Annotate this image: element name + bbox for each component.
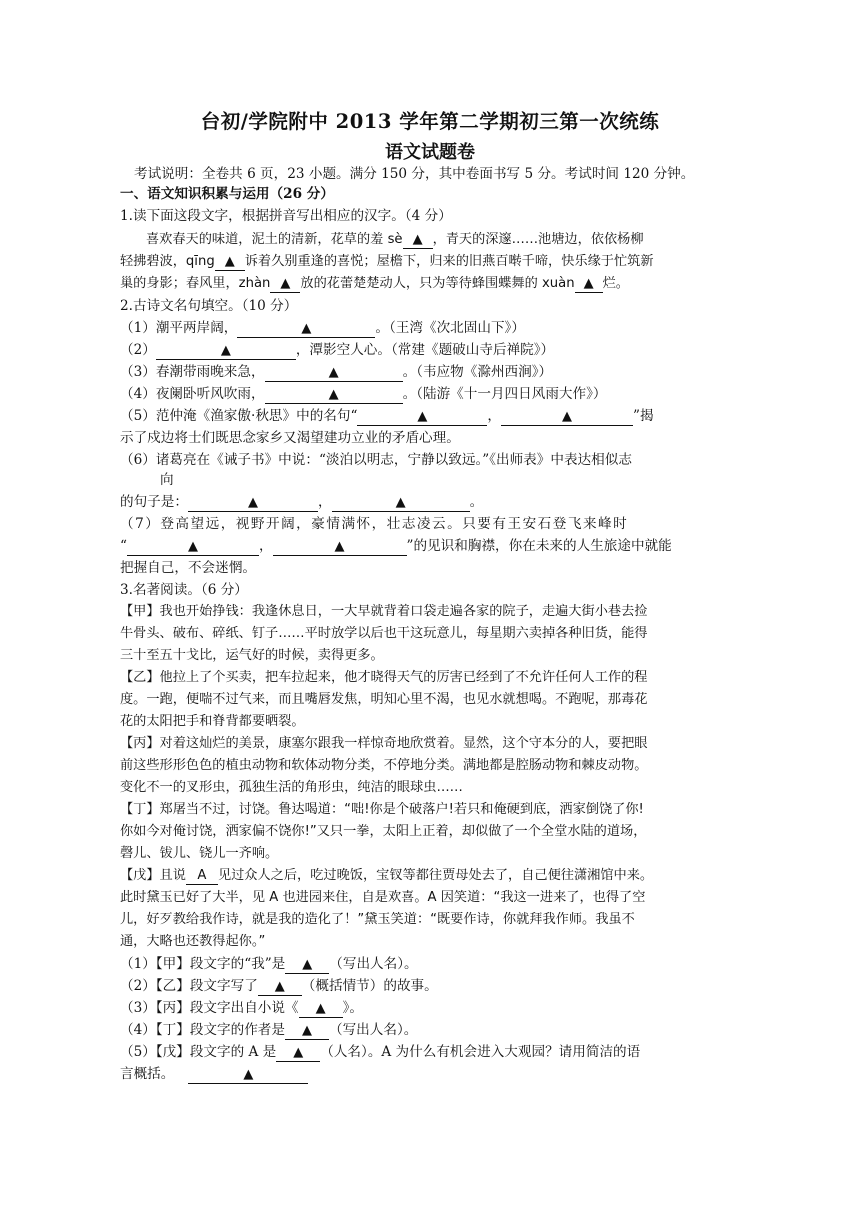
blank-mark: ▲ <box>220 343 231 358</box>
answer-blank[interactable] <box>357 408 487 426</box>
answer-blank[interactable] <box>403 232 433 249</box>
blank-mark: ▲ <box>224 254 235 269</box>
q1-line-1 <box>146 230 644 250</box>
answer-blank[interactable] <box>265 364 403 382</box>
q2-text: 。（韦应物《滁州西涧》） <box>402 364 553 380</box>
q3-passage-jia: 三十至五十戈比，运气好的时候，卖得更多。 <box>120 648 384 663</box>
answer-blank[interactable] <box>299 1000 343 1018</box>
blank-mark: ▲ <box>280 276 291 291</box>
q3-passage-wu: 此时黛玉已好了大半，见 A 也进园来住，自是欢喜。A 因笑道：“我这一进来了，也得了空 <box>120 890 646 905</box>
exam-instructions: 考试说明：全卷共 6 页，23 小题。满分 150 分，其中卷面书写 5 分。考试时间 120 分钟。 <box>134 166 695 182</box>
answer-blank[interactable] <box>285 1022 329 1040</box>
blank-mark: ▲ <box>247 495 258 510</box>
q3-text: 》。 <box>342 1000 363 1016</box>
q3-passage-wu <box>120 866 653 886</box>
answer-blank[interactable] <box>186 868 218 885</box>
q1-text: 喜欢春天的味道，泥土的清新，花草的羞 sè <box>146 232 403 247</box>
q2-item-6-wrap: 向 <box>160 472 174 488</box>
q2-item-5 <box>120 406 654 426</box>
answer-blank[interactable] <box>265 386 403 404</box>
q3-sub-1 <box>120 954 418 974</box>
blank-mark: ▲ <box>334 539 345 554</box>
q2-item-6-cont <box>120 492 483 512</box>
q3-passage-yi: 花的太阳把手和脊背都要晒裂。 <box>120 714 305 729</box>
q3-text: 见过众人之后，吃过晚饭，宝钗等都往贾母处去了，自己便往潇湘馆中来。 <box>217 868 654 883</box>
q3-passage-bing: 前这些形形色色的植虫动物和软体动物分类，不停地分类。满地都是腔肠动物和棘皮动物。 <box>120 758 648 773</box>
q2-item-7-cont <box>120 536 672 556</box>
q2-text: （5）范仲淹《渔家傲·秋思》中的名句“ <box>120 408 358 424</box>
blank-mark: ▲ <box>301 321 312 336</box>
q3-sub-4 <box>120 1020 417 1040</box>
placeholder-a: A <box>197 868 207 883</box>
answer-blank[interactable] <box>273 538 407 556</box>
q1-text: 烂。 <box>602 276 629 291</box>
q2-item-4 <box>120 384 607 404</box>
q2-text: （4）夜阑卧听风吹雨， <box>120 386 265 402</box>
q2-item-6: （6）诸葛亮在《诫子书》中说：“淡泊以明志，宁静以致远。”《出师表》中表达相似志 <box>120 452 632 468</box>
q3-prompt: 3.名著阅读。（6 分） <box>120 582 248 598</box>
q2-item-2 <box>120 340 554 360</box>
blank-mark: ▲ <box>412 232 423 247</box>
q3-sub-5-cont <box>120 1064 308 1084</box>
answer-blank[interactable] <box>285 956 329 974</box>
blank-mark: ▲ <box>417 409 428 424</box>
answer-blank[interactable] <box>156 342 296 360</box>
q3-sub-5 <box>120 1042 640 1062</box>
q3-passage-bing: 【丙】对着这灿烂的美景，康塞尔跟我一样惊奇地欣赏着。显然，这个守本分的人，要把眼 <box>120 736 648 751</box>
q3-text: 【戊】且说 <box>120 868 186 883</box>
q3-text: （5）【戊】段文字的 A 是 <box>120 1044 277 1060</box>
q2-text: ， <box>317 494 332 510</box>
q2-text: （1）潮平两岸阔， <box>120 320 238 336</box>
answer-blank[interactable] <box>215 254 245 271</box>
exam-subtitle: 语文试题卷 <box>385 142 475 163</box>
q3-passage-yi: 【乙】他拉上了个买卖，把车拉起来，他才晓得天气的厉害已经到了不允许任何人工作的程 <box>120 670 648 685</box>
exam-title: 台初/学院附中 2013 学年第二学期初三第一次统练 <box>200 110 660 133</box>
q2-text: 。（王湾《次北固山下》） <box>375 320 525 336</box>
answer-blank[interactable] <box>270 276 300 293</box>
answer-blank[interactable] <box>127 538 259 556</box>
blank-mark: ▲ <box>583 276 594 291</box>
q3-sub-3 <box>120 998 363 1018</box>
answer-blank[interactable] <box>276 1044 320 1062</box>
q2-text: ”的见识和胸襟，你在未来的人生旅途中就能 <box>406 538 672 554</box>
q3-passage-ding: 磬儿、钹儿、铙儿一齐响。 <box>120 846 279 861</box>
answer-blank[interactable] <box>501 408 633 426</box>
section-1-title: 一、语文知识积累与运用（26 分） <box>120 186 334 202</box>
q3-passage-jia: 牛骨头、破布、碎纸、钉子……平时放学以后也干这玩意儿，每星期六卖掉各种旧货，能得 <box>120 626 648 641</box>
q2-item-7-end: 把握自己，不会迷惘。 <box>120 560 256 576</box>
q2-text: 。（陆游《十一月四日风雨大作》） <box>402 386 607 402</box>
q2-text: “ <box>120 538 127 554</box>
answer-blank[interactable] <box>258 978 302 996</box>
q3-text: （写出人名）。 <box>329 956 418 972</box>
q2-text: 。 <box>469 494 484 510</box>
blank-mark: ▲ <box>293 1045 304 1060</box>
q3-text: （写出人名）。 <box>328 1022 418 1038</box>
q2-text: ， <box>487 408 502 424</box>
answer-blank[interactable] <box>237 320 375 338</box>
q3-passage-wu: 儿，好歹教给我作诗，就是我的造化了！”黛玉笑道：“既要作诗，你就拜我作师。我虽不 <box>120 912 635 927</box>
blank-mark: ▲ <box>301 1023 312 1038</box>
q1-text: 诉着久别重逢的喜悦；屋檐下，归来的旧燕百啭千啼，快乐缘于忙筑新 <box>244 254 654 269</box>
q1-text: 轻拂碧波，qīng <box>120 254 215 269</box>
blank-mark: ▲ <box>274 979 285 994</box>
q2-item-7: （7）登高望远，视野开阔，豪情满怀，壮志凌云。只要有王安石登飞来峰时 <box>120 516 629 532</box>
q2-text: ，潭影空人心。（常建《题破山寺后禅院》） <box>295 342 555 358</box>
q3-text: （概括情节）的故事。 <box>301 978 438 994</box>
answer-blank[interactable] <box>188 494 318 512</box>
blank-mark: ▲ <box>302 957 313 972</box>
q1-prompt: 1.读下面这段文字，根据拼音写出相应的汉字。（4 分） <box>120 208 452 224</box>
q2-item-5-cont: 示了戍边将士们既思念家乡又渴望建功立业的矛盾心理。 <box>120 430 460 446</box>
q1-text: 放的花蕾楚楚动人，只为等待蜂围蝶舞的 xuàn <box>300 276 575 291</box>
q3-text: （3）【丙】段文字出自小说《 <box>120 1000 299 1016</box>
q3-text: 言概括。 <box>120 1066 175 1082</box>
q3-text: （4）【丁】段文字的作者是 <box>120 1022 285 1038</box>
q3-passage-jia: 【甲】我也开始挣钱：我逢休息日，一大早就背着口袋走遍各家的院子，走遍大街小巷去捡 <box>120 604 648 619</box>
q2-text: （2） <box>120 342 156 358</box>
blank-mark: ▲ <box>395 495 406 510</box>
q2-text: （3）春潮带雨晚来急， <box>120 364 265 380</box>
q3-passage-bing: 变化不一的叉形虫，孤独生活的角形虫，纯洁的眼球虫…… <box>120 780 463 795</box>
q1-text: 巢的身影；春风里，zhàn <box>120 276 271 291</box>
q1-line-2 <box>120 252 654 272</box>
q3-text: （2）【乙】段文字写了 <box>120 978 258 994</box>
q2-prompt: 2.古诗文名句填空。（10 分） <box>120 298 298 314</box>
q3-passage-yi: 度。一跑，便喘不过气来，而且嘴唇发焦，明知心里不渴，也见水就想喝。不跑呢，那毒花 <box>120 692 648 707</box>
blank-mark: ▲ <box>562 409 573 424</box>
answer-blank[interactable] <box>332 494 470 512</box>
blank-mark: ▲ <box>328 365 339 380</box>
q3-passage-ding: 【丁】郑屠当不过，讨饶。鲁达喝道：“咄!你是个破落户!若只和俺硬到底，洒家倒饶了你! <box>120 802 644 817</box>
q2-text: ”揭 <box>633 408 654 424</box>
q1-text: ，青天的深邃……池塘边，依依杨柳 <box>432 232 644 247</box>
q3-passage-wu: 通，大略也还教得起你。” <box>120 934 266 949</box>
q3-sub-2 <box>120 976 438 996</box>
q2-text: 的句子是： <box>120 494 188 510</box>
q2-item-3 <box>120 362 552 382</box>
q2-item-1 <box>120 318 525 338</box>
blank-mark: ▲ <box>328 387 339 402</box>
blank-mark: ▲ <box>315 1001 326 1016</box>
q3-text: （人名）。A 为什么有机会进入大观园？请用简洁的语 <box>320 1044 641 1060</box>
blank-mark: ▲ <box>187 539 198 554</box>
answer-blank[interactable] <box>188 1066 308 1084</box>
q1-line-3 <box>120 274 629 294</box>
blank-mark: ▲ <box>243 1067 254 1082</box>
q2-text: ， <box>258 538 273 554</box>
q3-text: （1）【甲】段文字的“我”是 <box>120 956 286 972</box>
q3-passage-ding: 你如今对俺讨饶，洒家偏不饶你!”又只一拳，太阳上正着，却似做了一个全堂水陆的道场， <box>120 824 647 839</box>
answer-blank[interactable] <box>575 276 603 293</box>
